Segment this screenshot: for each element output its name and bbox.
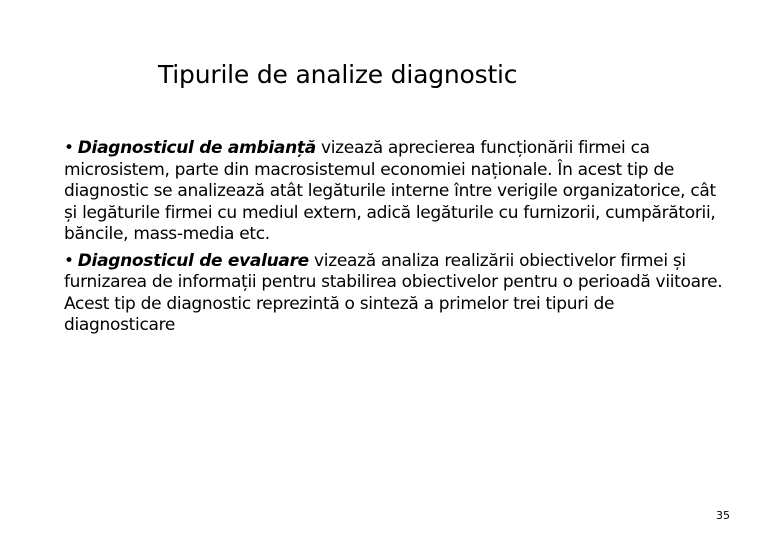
bullet-icon: •: [64, 138, 74, 158]
bullet-lead-evaluare: Diagnosticul de evaluare: [77, 250, 309, 271]
slide-content: [64, 138, 724, 342]
page-number: 35: [716, 509, 730, 522]
slide-title: Tipurile de analize diagnostic: [158, 60, 518, 89]
bullet-icon: •: [64, 250, 74, 271]
bullet-paragraph-evaluare: [64, 251, 724, 337]
bullet-paragraph-ambianta: [64, 138, 724, 246]
bullet-lead-ambianta: Diagnosticul de ambianță: [77, 138, 316, 158]
bullet-text-ambianta: vizează aprecierea funcționării firmei ca microsistem, parte din macrosistemul economiei naționale. În acest tip de diagnostic se analizează atât legăturile interne între verigile organizatorice, cât și legăturile firmei cu mediul extern, adică legăturile cu furnizorii, cumpărătorii, băncile, mass-media etc.: [64, 138, 716, 244]
bullet-text-evaluare: vizează analiza realizării obiectivelor firmei și furnizarea de informații pentru stabilirea obiectivelor pentru o perioadă viitoare. Acest tip de diagnostic reprezintă o sinteză a primelor trei tipuri de diagnosticare: [64, 250, 723, 335]
